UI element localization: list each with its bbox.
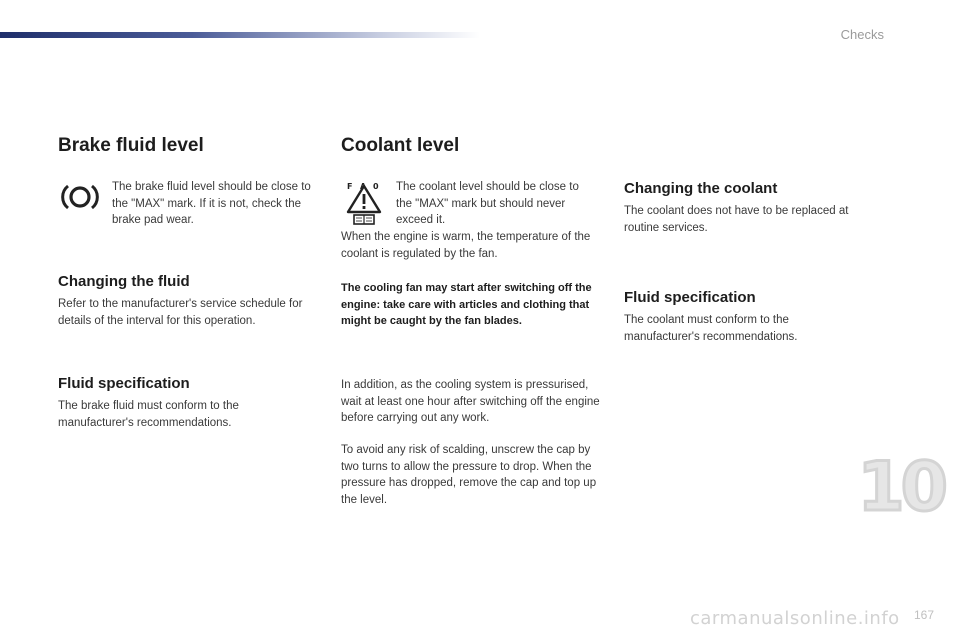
coolant-intro: The coolant level should be close to the "MAX" mark but should never exceed it.: [396, 181, 579, 226]
coolant-warm-text: When the engine is warm, the temperature of the coolant is regulated by the fan.: [341, 231, 591, 260]
changing-coolant-text: The coolant does not have to be replaced at routine services.: [624, 205, 849, 234]
svg-text:0: 0: [373, 182, 379, 191]
brake-fluid-heading: Brake fluid level: [58, 135, 204, 156]
coolant-spec-heading: Fluid specification: [624, 289, 756, 306]
header-accent-bar: [0, 32, 480, 38]
coolant-level-heading: Coolant level: [341, 135, 460, 156]
coolant-spec-text: The coolant must conform to the manufacturer's recommendations.: [624, 314, 798, 343]
svg-text:F: F: [347, 182, 353, 191]
pressure-text: In addition, as the cooling system is pressurised, wait at least one hour after switching off the engine before carrying out any work.: [341, 379, 600, 424]
brake-fluid-intro: The brake fluid level should be close to the "MAX" mark. If it is not, check the brake pad wear.: [112, 181, 311, 226]
chapter-number: 10: [857, 448, 944, 527]
section-title: Checks: [840, 27, 884, 42]
page-number: 167: [913, 608, 934, 622]
brake-warning-icon: [60, 180, 100, 214]
watermark: carmanualsonline.info: [690, 608, 900, 629]
changing-fluid-text: Refer to the manufacturer's service schedule for details of the interval for this operation.: [58, 298, 303, 327]
brake-spec-heading: Fluid specification: [58, 375, 190, 392]
cooling-fan-warning: The cooling fan may start after switching off the engine: take care with articles and clothing that might be caught by the fan blades.: [341, 282, 592, 327]
scalding-text: To avoid any risk of scalding, unscrew the cap by two turns to allow the pressure to drop. When the pressure has dropped, remove the cap and top up the level.: [341, 444, 597, 506]
brake-spec-text: The brake fluid must conform to the manufacturer's recommendations.: [58, 400, 239, 429]
changing-fluid-heading: Changing the fluid: [58, 273, 190, 290]
caution-manual-icon: [342, 180, 386, 226]
changing-coolant-heading: Changing the coolant: [624, 180, 778, 197]
svg-text:A: A: [360, 182, 367, 191]
